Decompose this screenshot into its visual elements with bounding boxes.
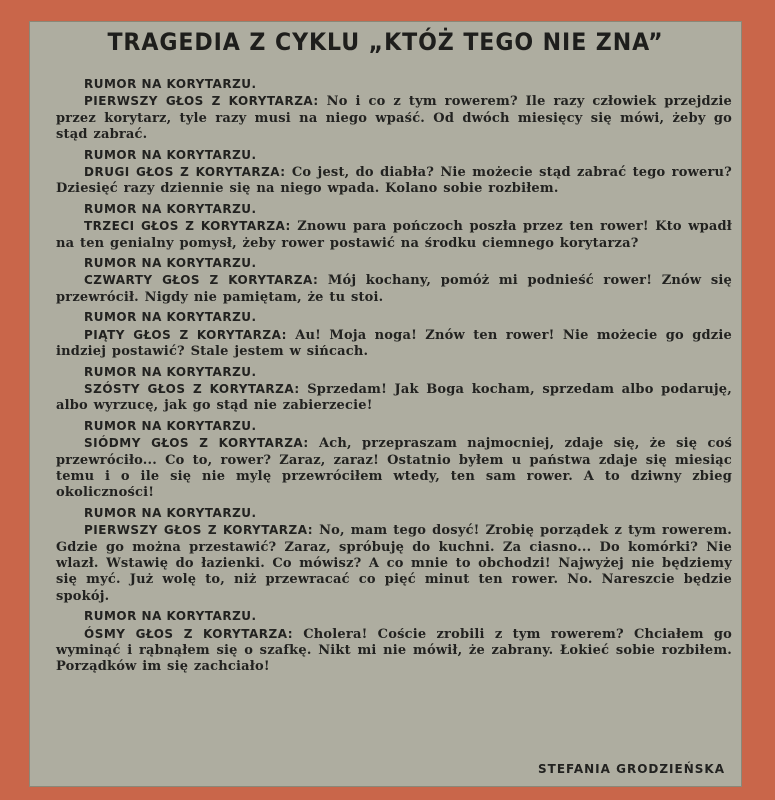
speech-paragraph xyxy=(56,218,732,252)
stage-direction-rumor: RUMOR NA KORYTARZU. xyxy=(84,505,257,520)
article-title: TRAGEDIA Z CYKLU „KTÓŻ TEGO NIE ZNA” xyxy=(107,28,664,56)
speech-text: Co jest, do diabła? Nie możecie stąd zabrać tego roweru? Dziesięć razy dziennie się na niego wpada. Kolano sobie rozbiłem. xyxy=(56,165,732,197)
article-body xyxy=(56,73,732,676)
stage-direction-rumor: RUMOR NA KORYTARZU. xyxy=(84,201,257,216)
speech-paragraph xyxy=(56,93,732,143)
speech-text: No i co z tym rowerem? Ile razy człowiek przejdzie przez korytarz, tyle razy musi na niego wpaść. Od dwóch miesięcy się mówi, żeby go stąd zabrać. xyxy=(56,94,732,143)
speech-text: No, mam tego dosyć! Zrobię porządek z tym rowerem. Gdzie go można przestawić? Zaraz, spróbuję do kuchni. Za ciasno... Do komórki? Nie wlazł. Wstawię do łazienki. Co mówisz? A co mnie to obchodzi! Najwyżej nie będziemy się myć. Już wolę to, niż przewracać co pięć minut ten rower. No. Nareszcie będzie spokój. xyxy=(56,523,732,604)
speaker-label: DRUGI GŁOS Z KORYTARZA: xyxy=(84,165,286,180)
speaker-label: CZWARTY GŁOS Z KORYTARZA: xyxy=(84,273,319,288)
speaker-label: SZÓSTY GŁOS Z KORYTARZA: xyxy=(84,381,300,396)
newspaper-clipping xyxy=(30,22,741,786)
speech-text: Ach, przepraszam najmocniej, zdaje się, że się coś przewróciło... Co to, rower? Zaraz, zaraz! Ostatnio byłem u państwa zdaje się miesiąc temu i o ile się nie mylę przewróciłem wtedy, ten sam rower. A to dziwny zbieg okoliczności! xyxy=(56,436,732,501)
stage-direction-rumor: RUMOR NA KORYTARZU. xyxy=(84,364,257,379)
speaker-label: SIÓDMY GŁOS Z KORYTARZA: xyxy=(84,436,309,451)
speaker-label: PIERWSZY GŁOS Z KORYTARZA: xyxy=(84,523,314,538)
stage-direction-rumor: RUMOR NA KORYTARZU. xyxy=(84,77,257,91)
stage-direction-rumor: RUMOR NA KORYTARZU. xyxy=(84,256,257,271)
stage-direction-rumor: RUMOR NA KORYTARZU. xyxy=(84,147,257,162)
speaker-label: ÓSMY GŁOS Z KORYTARZA: xyxy=(84,626,294,641)
speech-paragraph xyxy=(56,272,732,306)
stage-direction-rumor: RUMOR NA KORYTARZU. xyxy=(84,310,257,325)
speech-paragraph xyxy=(56,381,732,415)
speaker-label: PIERWSZY GŁOS Z KORYTARZA: xyxy=(84,94,319,109)
speech-text: Znowu para pończoch poszła przez ten rower! Kto wpadł na ten genialny pomysł, żeby rower postawić na środku ciemnego korytarza? xyxy=(56,219,733,251)
speech-text: Sprzedam! Jak Boga kocham, sprzedam albo podaruję, albo wyrzucę, jak go stąd nie zabierzecie! xyxy=(56,381,732,414)
speech-paragraph xyxy=(56,626,732,676)
stage-direction-rumor: RUMOR NA KORYTARZU. xyxy=(84,418,257,433)
speaker-label: TRZECI GŁOS Z KORYTARZA: xyxy=(84,219,291,234)
speaker-label: PIĄTY GŁOS Z KORYTARZA: xyxy=(84,327,287,342)
speech-text: Au! Moja noga! Znów ten rower! Nie możecie go gdzie indziej postawić? Stale jestem w sińcach. xyxy=(56,327,732,360)
speech-paragraph xyxy=(56,327,732,361)
speech-paragraph xyxy=(56,164,732,198)
author-signature: STEFANIA GRODZIEŃSKA xyxy=(538,762,725,776)
speech-text: Mój kochany, pomóż mi podnieść rower! Znów się przewrócił. Nigdy nie pamiętam, że tu stoi. xyxy=(56,273,732,305)
stage-direction-rumor: RUMOR NA KORYTARZU. xyxy=(84,609,257,624)
speech-paragraph xyxy=(56,435,732,502)
speech-paragraph xyxy=(56,522,732,605)
speech-text: Cholera! Coście zrobili z tym rowerem? Chciałem go wyminąć i rąbnąłem się o szafkę. Nikt mi nie mówił, że zabrany. Łokieć sobie rozbiłem. Porządków im się zachciało! xyxy=(56,626,732,675)
